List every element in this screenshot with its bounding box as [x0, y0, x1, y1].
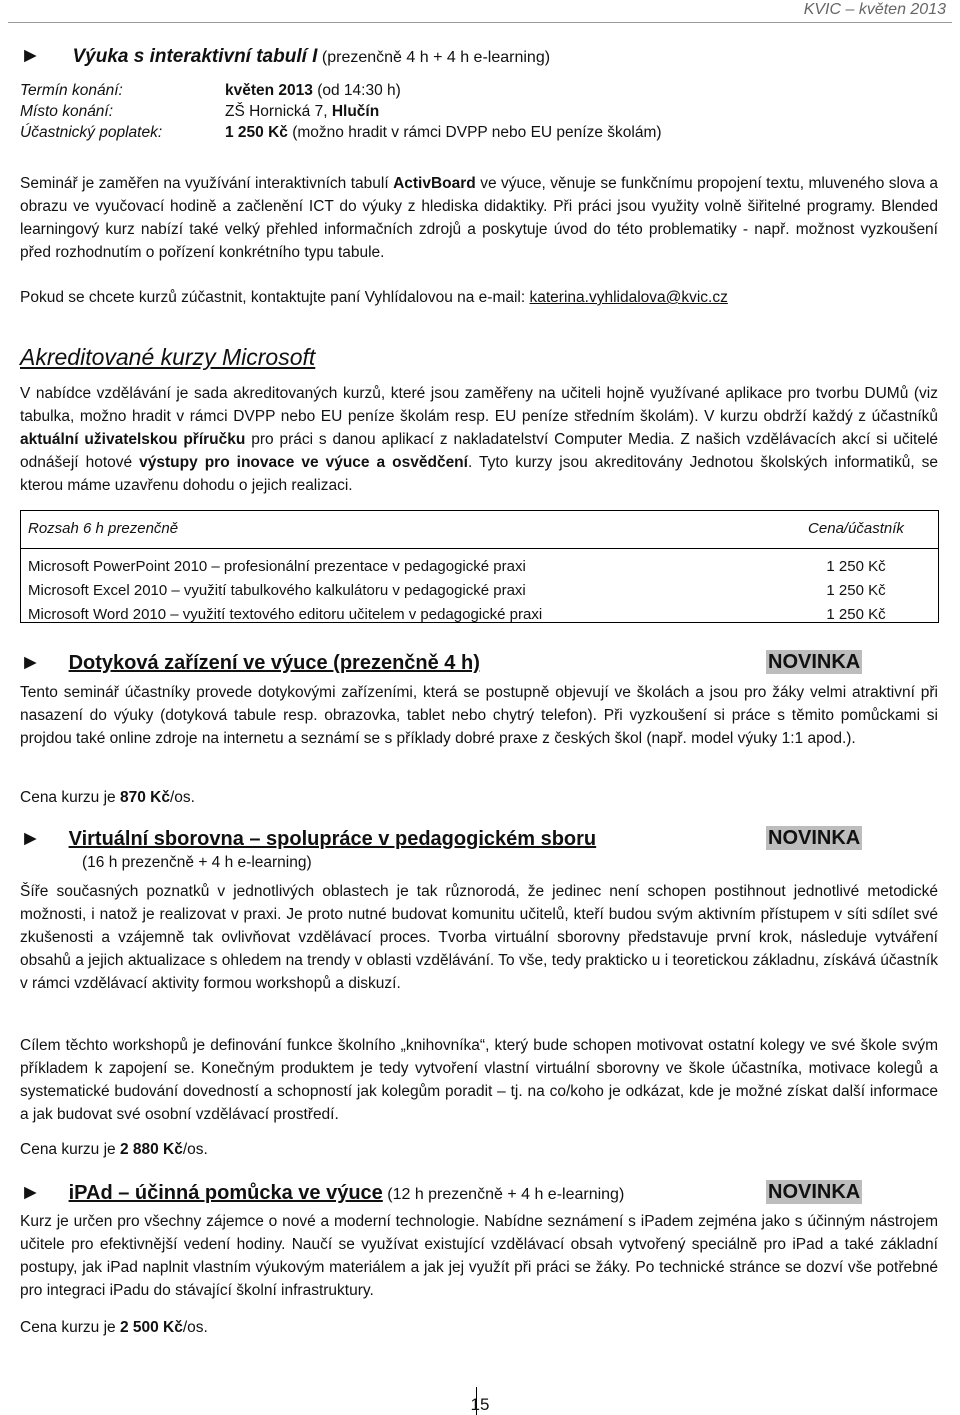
section-subtitle: (12 h prezenčně + 4 h e-learning): [382, 1186, 625, 1203]
info-value: ZŠ Hornická 7,: [225, 103, 332, 120]
section-subtitle: (prezenčně 4 h + 4 h e-learning): [317, 49, 551, 66]
arrow-bullet-icon: ►: [20, 827, 41, 850]
course-name: Microsoft PowerPoint 2010 – profesionální prezentace v pedagogické praxi: [28, 557, 526, 575]
table-row: [20, 555, 939, 579]
info-value-bold: 1 250 Kč: [225, 124, 288, 141]
info-label: Termín konání:: [20, 82, 123, 99]
section4-price: [20, 1138, 938, 1161]
course-name: Microsoft Word 2010 – využití textového editoru učitelem v pedagogické praxi: [28, 605, 543, 623]
section-heading-virtual-staffroom: [20, 826, 596, 852]
price-unit: /os.: [182, 1319, 208, 1336]
section-heading-touch-devices: [20, 650, 480, 676]
info-value: (možno hradit v rámci DVPP nebo EU peníze školám): [287, 124, 662, 141]
text-run: . Tyto kurzy jsou akreditovány Jednotou školských informatiků, se kterou máme uzavřenu dohodu o jejich realizaci.: [20, 454, 938, 494]
section-title: Výuka s interaktivní tabulí I: [72, 46, 318, 67]
price-unit: /os.: [169, 789, 195, 806]
section1-description: [20, 172, 938, 264]
header-divider: [8, 22, 952, 23]
section5-description: Kurz je určen pro všechny zájemce o nové a moderní technologie. Nabídne seznámení s iPadem zejména jako s účinným nástrojem učitele pro efektivnější vedení hodiny. Naučí se využívat existující vzdělávací obsah vytvořený speciálně pro iPad a také základní postupy, jak iPad naplnit vlastním výukovým materiálem a jak jej využít při práci se žáky. Po technické stránce se dozví vše potřebné pro integraci iPadu do stávající školní infrastruktury.: [20, 1213, 938, 1299]
course-price: 1 250 Kč: [826, 581, 886, 599]
course-price: 1 250 Kč: [826, 557, 886, 575]
section-heading-interactive-board: [20, 44, 550, 70]
section5-price: [20, 1316, 938, 1339]
contact-text: Pokud se chcete kurzů zúčastnit, kontaktujte paní Vyhlídalovou na e-mail:: [20, 289, 530, 306]
table-row: [20, 579, 939, 603]
section4-description-1: Šíře současných poznatků v jednotlivých oblastech je tak různorodá, že jedinec není schopen postihnout jednotlivé metodické možnosti, i natož je realizovat v praxi. Je proto nutné budovat komunitu učitelů, kteří budou svým aktivním přístupem v síti sdílet své zkušenosti a vzájemně tak ovlivňovat vzdělávací proces. Tvorba virtuální sborovny představuje první krok, následuje vytváření obsahů a jejich aktualizace s ohledem na trendy v oblasti vzdělávání. To vše, tedy prakticko u i teoretickou základnu, získává účastník v rámci vzdělávací aktivity formou workshopů a diskuzí.: [20, 883, 938, 992]
table-header-right: Cena/účastník: [773, 510, 939, 549]
section-title: Dotyková zařízení ve výuce (prezenčně 4 h): [68, 652, 480, 674]
arrow-bullet-icon: ►: [20, 1181, 41, 1204]
section-title: iPAd – účinná pomůcka ve výuce: [68, 1182, 383, 1204]
new-badge: NOVINKA: [768, 1181, 861, 1203]
running-header: KVIC – květen 2013: [803, 1, 946, 18]
section-subtitle: (16 h prezenčně + 4 h e-learning): [82, 854, 312, 871]
price-unit: /os.: [182, 1141, 208, 1158]
section-title: Virtuální sborovna – spolupráce v pedagogickém sboru: [68, 828, 597, 850]
info-value-bold: květen 2013: [225, 82, 313, 99]
section4-description-2: Cílem těchto workshopů je definování funkce školního „knihovníka“, který bude schopen motivovat ostatní kolegy ve své škole svým příkladem k zapojení se. Konečným produktem je tedy vytvoření vlastní virtuální sborovny ve škole účastníka, motivace kolegů a systematické budování dovedností a schopností jak kolegům poradit – tj. na co/koho je odkázat, kde je možné získat další informace a jak budovat své osobní vzdělávací prostředí.: [20, 1037, 938, 1123]
text-run: V nabídce vzdělávání je sada akreditovaných kurzů, které jsou zaměřeny na učiteli hojně využívané aplikace pro tvorbu DUMů (viz tabulka, možno hradit v rámci DVPP nebo EU peníze školám resp. EU peníze středním školám). V kurzu obdrží každý z účastníků: [20, 385, 938, 425]
info-label: Účastnický poplatek:: [20, 124, 163, 141]
courses-table: [20, 510, 939, 627]
course-name: Microsoft Excel 2010 – využití tabulkového kalkulátoru v pedagogické praxi: [28, 581, 526, 599]
text-run-bold: výstupy pro inovace ve výuce a osvědčení: [139, 454, 468, 471]
contact-line: [20, 286, 938, 309]
table-row: [20, 603, 939, 627]
text-run-bold: ActivBoard: [393, 175, 476, 192]
text-run: pro práci s danou aplikací z nakladatelství Computer Media. Z našich vzdělávacích akcí si učitelé odnášejí hotové: [20, 431, 939, 471]
section3-price: [20, 786, 938, 809]
price-label: Cena kurzu je: [20, 789, 120, 806]
price-value: 870 Kč: [119, 789, 170, 806]
info-row-date: [20, 80, 662, 101]
table-header-left: Rozsah 6 h prezenčně: [20, 510, 773, 549]
text-run: ve výuce, věnuje se funkčnímu propojení textu, mluveného slova a obrazu ve vyučovací hodině a začlenění ICT do výuky z hlediska didaktiky. Při práci jsou využity volně šiřitelné programy. Blended learningový kurz nabízí také velký přehled informačních zdrojů a poskytuje úvod do této problematiky - např. možnost vyzkoušení před rozhodnutím o pořízení konkrétního typu tabule.: [20, 175, 938, 261]
price-label: Cena kurzu je: [20, 1141, 120, 1158]
price-value: 2 880 Kč: [119, 1141, 183, 1158]
new-badge: NOVINKA: [768, 651, 861, 673]
new-badge: NOVINKA: [768, 827, 861, 849]
section-heading-ipad: [20, 1180, 624, 1208]
course-info: [20, 80, 662, 143]
info-row-place: [20, 101, 662, 122]
section-heading-microsoft: Akreditované kurzy Microsoft: [20, 344, 316, 370]
arrow-bullet-icon: ►: [20, 44, 41, 67]
price-value: 2 500 Kč: [119, 1319, 183, 1336]
section2-description: [20, 382, 938, 497]
text-run: Seminář je zaměřen na využívání interaktivních tabulí: [20, 175, 394, 192]
info-value: (od 14:30 h): [312, 82, 401, 99]
info-value-bold: Hlučín: [331, 103, 380, 120]
info-label: Místo konání:: [20, 103, 114, 120]
email-link[interactable]: katerina.vyhlidalova@kvic.cz: [529, 289, 728, 306]
info-row-fee: [20, 122, 662, 143]
text-run-bold: aktuální uživatelskou příručku: [20, 431, 246, 448]
section3-description: Tento seminář účastníky provede dotykovými zařízeními, která se postupně objevují ve školách a jsou pro žáky velmi atraktivní při nasazení do výuky (dotyková tabule resp. obrazovka, tablet nebo chytrý telefon). Při vyzkoušení si práce s těmito pomůckami si projdou také online zdroje na internetu a seznámí se s příklady dobré praxe z českých škol (např. model výuky 1:1 apod.).: [20, 684, 938, 747]
table-header-row: [20, 510, 939, 549]
price-label: Cena kurzu je: [20, 1319, 120, 1336]
page-number: 15: [470, 1395, 490, 1414]
course-price: 1 250 Kč: [826, 605, 886, 623]
arrow-bullet-icon: ►: [20, 651, 41, 674]
